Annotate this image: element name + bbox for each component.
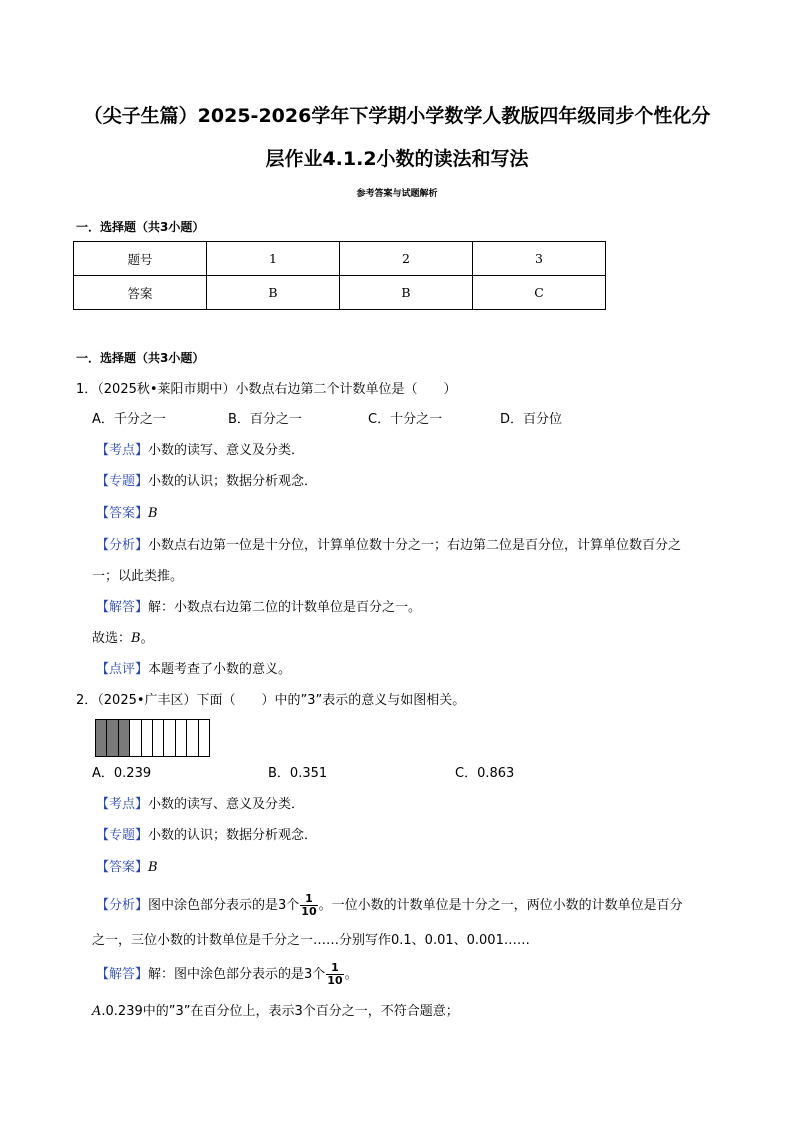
q1-fenxi (96, 537, 681, 555)
q2-option-c: C．0.863 (455, 766, 515, 781)
table-cell: B (340, 276, 473, 310)
text: 。 (344, 967, 358, 982)
fraction (300, 893, 317, 918)
q1-kaodian (96, 442, 304, 460)
q2-option-a: A．0.239 (92, 766, 152, 781)
table-cell: C (473, 276, 606, 310)
section-heading: 一．选择题（共3小题） (76, 220, 205, 234)
text: 本题考查了小数的意义。 (148, 662, 292, 677)
table-row (74, 242, 606, 276)
tag-label: 【分析】 (96, 898, 149, 913)
q1-guxuan (92, 630, 154, 648)
text: 解：图中涂色部分表示的是3个 (148, 967, 326, 982)
table-cell: 答案 (74, 276, 207, 310)
answer-letter: B (131, 631, 141, 646)
q2-fenxi (96, 891, 683, 921)
doc-title-line2: 层作业4.1.2小数的读法和写法 (265, 148, 529, 170)
tag-label: 【考点】 (96, 443, 149, 458)
q1-fenxi-cont: 一；以此类推。 (92, 569, 184, 584)
q2-daan (96, 859, 158, 877)
fraction-numerator: 1 (300, 893, 317, 906)
option-letter: A (92, 1004, 102, 1019)
answer-table (73, 241, 606, 310)
text: 解：小数点右边第二位的计数单位是百分之一。 (148, 600, 422, 615)
text: 图中涂色部分表示的是3个 (148, 898, 300, 913)
tag-label: 【专题】 (96, 828, 149, 843)
tenths-grid-figure (96, 719, 210, 757)
q2-line-a (92, 1003, 459, 1021)
text: 小数的认识；数据分析观念． (148, 474, 318, 489)
tag-label: 【答案】 (96, 860, 149, 875)
tag-label: 【考点】 (96, 797, 149, 812)
q1-option-b: B．百分之一 (228, 412, 302, 427)
tag-label: 【专题】 (96, 474, 149, 489)
table-cell: B (207, 276, 340, 310)
table-cell: 3 (473, 242, 606, 276)
table-cell: 1 (207, 242, 340, 276)
fraction-denominator: 10 (301, 905, 317, 918)
q2-kaodian (96, 796, 304, 814)
q2-fenxi-cont: 之一，三位小数的计数单位是千分之一……分别写作0.1、0.01、0.001…… (92, 933, 530, 948)
text: 小数的认识；数据分析观念． (148, 828, 318, 843)
tag-label: 【分析】 (96, 538, 149, 553)
q2-jieda (96, 960, 358, 990)
q1-option-d: D．百分位 (500, 412, 563, 427)
tag-label: 【点评】 (96, 662, 149, 677)
grid-cell (198, 719, 210, 757)
tag-label: 【答案】 (96, 506, 149, 521)
q1-jieda (96, 599, 421, 617)
text: 。一位小数的计数单位是十分之一，两位小数的计数单位是百分 (318, 898, 683, 913)
answer-letter: B (148, 860, 158, 875)
q1-zhuanti (96, 473, 317, 491)
text: .0.239中的”3”在百分位上，表示3个百分之一，不符合题意； (101, 1004, 459, 1019)
q1-stem: 1．（2025秋•莱阳市期中）小数点右边第二个计数单位是（ ） (76, 382, 457, 397)
q2-stem: 2．（2025•广丰区）下面（ ）中的”3”表示的意义与如图相关。 (76, 693, 466, 708)
q1-option-c: C．十分之一 (368, 412, 443, 427)
table-cell: 题号 (74, 242, 207, 276)
fraction-denominator: 10 (327, 974, 343, 987)
section-heading: 一．选择题（共3小题） (76, 351, 205, 365)
q1-daan (96, 505, 158, 523)
tag-label: 【解答】 (96, 600, 149, 615)
q2-zhuanti (96, 827, 317, 845)
doc-subtitle: 参考答案与试题解析 (356, 189, 438, 199)
fraction (326, 962, 343, 987)
q2-option-b: B．0.351 (268, 766, 328, 781)
q1-dianping (96, 661, 291, 679)
table-row (74, 276, 606, 310)
text: 小数的读写、意义及分类． (148, 443, 305, 458)
doc-title-line1: （尖子生篇）2025-2026学年下学期小学数学人教版四年级同步个性化分 (83, 105, 711, 127)
answer-letter: B (148, 506, 158, 521)
fraction-numerator: 1 (326, 962, 343, 975)
tag-label: 【解答】 (96, 967, 149, 982)
text: 。 (140, 631, 154, 646)
q1-option-a: A．千分之一 (92, 412, 166, 427)
text: 故选： (92, 631, 132, 646)
text: 小数的读写、意义及分类． (148, 797, 305, 812)
text: 小数点右边第一位是十分位，计算单位数十分之一；右边第二位是百分位，计算单位数百分之 (148, 538, 682, 553)
table-cell: 2 (340, 242, 473, 276)
